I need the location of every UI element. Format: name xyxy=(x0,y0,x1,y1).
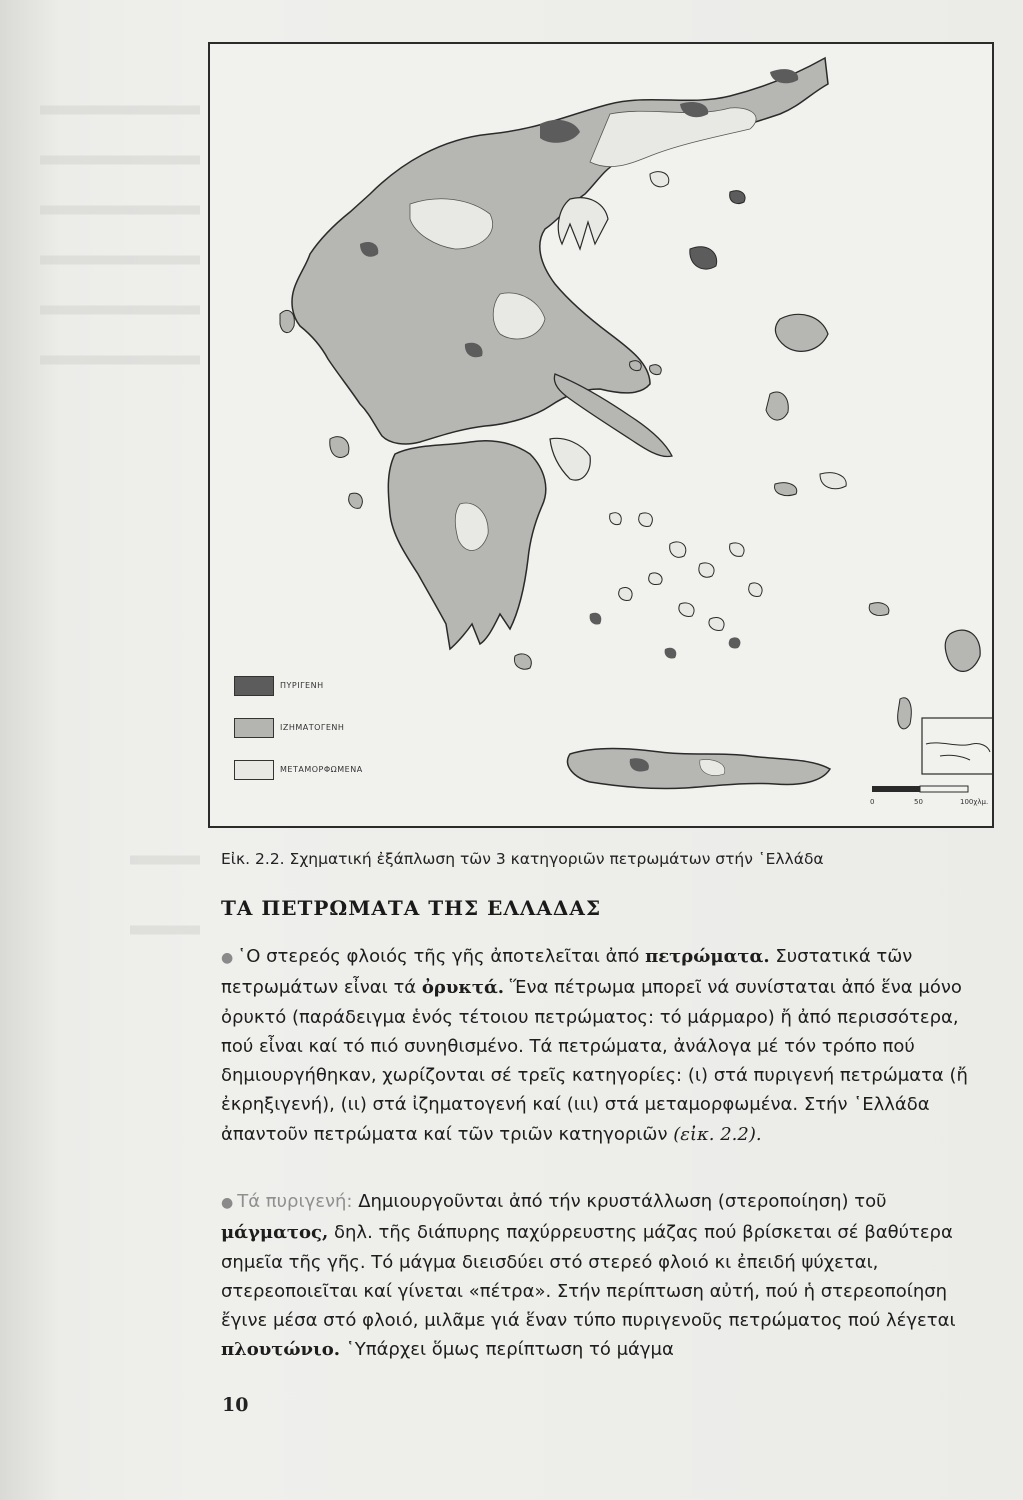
text-run: ῾Υπάρχει ὅμως περίπτωση τό μάγμα xyxy=(340,1339,674,1361)
legend-label-igneous: ΠΥΡΙΓΕΝΗ xyxy=(280,681,324,690)
scale-label-end: 100χλμ. xyxy=(960,798,989,806)
term-rocks: πετρώματα. xyxy=(645,946,770,967)
legend-swatch-igneous xyxy=(234,676,274,696)
bullet-icon: ● xyxy=(221,1195,234,1211)
legend-label-metamorphic: ΜΕΤΑΜΟΡΦΩΜΕΝΑ xyxy=(280,765,363,774)
metamorphic-zone xyxy=(590,108,756,167)
attica xyxy=(550,438,590,480)
legend-item-sedimentary xyxy=(234,718,434,760)
ikaria-island xyxy=(775,483,797,496)
cyclades-islands xyxy=(610,513,762,631)
kefalonia-island xyxy=(330,437,349,458)
samothraki-island xyxy=(730,191,745,204)
paragraph-rocks-intro xyxy=(221,942,993,1149)
lesvos-island xyxy=(775,314,828,351)
greece-rock-map xyxy=(208,42,994,828)
inset-map xyxy=(922,718,994,774)
zakynthos-island xyxy=(349,493,363,508)
samos-island xyxy=(820,473,846,489)
chalkidiki xyxy=(558,198,608,249)
text-run: Ἕνα πέτρωμα μπορεῖ νά συνίσταται ἀπό ἕνα μόνο ὀρυκτό (παράδειγμα ἑνός τέτοιου πετρώματος: τό μάρμαρο) ἤ ἀπό περισσότερα, πού εἶναι καί τό πιό συνηθισμένο. Τά πετρώματα, ἀνάλογα μέ τόν τρόπο πού δημιουργήθηκαν, χωρίζονται σέ τρεῖς κατηγορίες: (ι) στά πυριγενή πετρώματα (ἤ ἐκρηξιγενή), (ιι) στά ἰζηματογενή καί (ιιι) στά μεταμορφωμένα. Στήν ῾Ελλάδα ἀπαντοῦν πετρώματα καί τῶν τριῶν κατηγοριῶν xyxy=(221,977,968,1145)
kos-island xyxy=(869,603,889,616)
map-legend xyxy=(234,676,434,802)
paragraph-igneous xyxy=(221,1187,993,1365)
scale-label-start: 0 xyxy=(870,798,875,806)
rhodes-island xyxy=(945,630,980,671)
chios-island xyxy=(766,392,788,420)
scale-label-mid: 50 xyxy=(914,798,923,806)
legend-label-sedimentary: ΙΖΗΜΑΤΟΓΕΝΗ xyxy=(280,723,345,732)
paragraph-lead: Τά πυριγενή: xyxy=(237,1191,353,1212)
karpathos-island xyxy=(898,698,912,729)
text-run: Συστατικά τῶν πετρωμάτων εἶναι τά xyxy=(221,946,913,999)
kythira-island xyxy=(514,654,531,669)
text-run: δηλ. τῆς διάπυρης παχύρρευστης μάζας πού βρίσκεται σέ βαθύτερα σημεῖα τῆς γῆς. Τό μάγμα διεισδύει στό στερεό φλοιό κι ἐπειδή ψύχεται, στερεοποιεῖται καί γίνεται «πέτρα». Στήν περίπτωση αὐτή, πού ἡ στερεοποίηση ἔγινε μέσα στό φλοιό, μιλᾶμε γιά ἕναν τύπο πυριγενοῦς πετρώματος πού λέγεται xyxy=(221,1222,956,1332)
scale-bar-graphic xyxy=(870,782,992,798)
scale-bar xyxy=(870,782,992,822)
figure-caption: Εἰκ. 2.2. Σχηματική ἐξάπλωση τῶν 3 κατηγοριῶν πετρωμάτων στήν ῾Ελλάδα xyxy=(221,850,824,868)
page-number: 10 xyxy=(222,1394,249,1416)
text-run: ῾Ο στερεός φλοιός τῆς γῆς ἀποτελεῖται ἀπό xyxy=(237,946,646,967)
bullet-icon: ● xyxy=(221,950,234,966)
term-minerals: ὀρυκτά. xyxy=(421,977,505,999)
legend-swatch-sedimentary xyxy=(234,718,274,738)
thasos-island xyxy=(650,172,669,187)
limnos-island xyxy=(690,247,717,269)
legend-item-metamorphic xyxy=(234,760,434,802)
section-title: ΤΑ ΠΕΤΡΩΜΑΤΑ ΤΗΣ ΕΛΛΑΔΑΣ xyxy=(221,896,602,920)
figure-reference: (εἰκ. 2.2). xyxy=(673,1123,762,1145)
crete-island xyxy=(568,749,830,789)
legend-item-igneous xyxy=(234,676,434,718)
term-plutonic: πλουτώνιο. xyxy=(221,1339,341,1361)
corfu-island xyxy=(280,310,294,332)
legend-swatch-metamorphic xyxy=(234,760,274,780)
term-magma: μάγματος, xyxy=(221,1222,329,1244)
text-run: Δημιουργοῦνται ἀπό τήν κρυστάλλωση (στεροποίηση) τοῦ xyxy=(352,1191,887,1212)
